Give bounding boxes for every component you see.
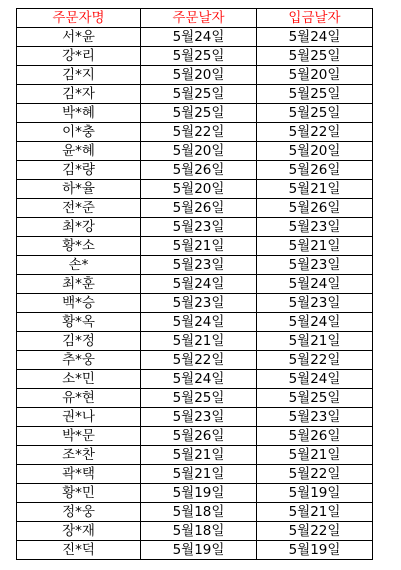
cell-order-date[interactable]: 5월21일	[141, 332, 257, 351]
cell-payment-date[interactable]: 5월21일	[257, 446, 373, 465]
cell-orderer-name[interactable]: 유*현	[17, 389, 141, 408]
cell-payment-date[interactable]: 5월26일	[257, 161, 373, 180]
table-row	[17, 142, 373, 161]
cell-orderer-name[interactable]: 손*	[17, 256, 141, 275]
table-row	[17, 351, 373, 370]
cell-payment-date[interactable]: 5월25일	[257, 104, 373, 123]
table-row	[17, 85, 373, 104]
cell-order-date[interactable]: 5월24일	[141, 275, 257, 294]
cell-order-date[interactable]: 5월20일	[141, 66, 257, 85]
cell-orderer-name[interactable]: 이*충	[17, 123, 141, 142]
cell-orderer-name[interactable]: 황*민	[17, 484, 141, 503]
header-row	[17, 9, 373, 28]
cell-order-date[interactable]: 5월21일	[141, 465, 257, 484]
table-row	[17, 161, 373, 180]
cell-payment-date[interactable]: 5월24일	[257, 313, 373, 332]
cell-orderer-name[interactable]: 김*지	[17, 66, 141, 85]
header-orderer-name[interactable]: 주문자명	[17, 9, 141, 28]
cell-order-date[interactable]: 5월24일	[141, 28, 257, 47]
cell-order-date[interactable]: 5월26일	[141, 427, 257, 446]
table-row	[17, 408, 373, 427]
cell-order-date[interactable]: 5월20일	[141, 142, 257, 161]
table-row	[17, 275, 373, 294]
cell-order-date[interactable]: 5월22일	[141, 123, 257, 142]
cell-order-date[interactable]: 5월18일	[141, 503, 257, 522]
table-row	[17, 522, 373, 541]
cell-payment-date[interactable]: 5월25일	[257, 47, 373, 66]
table-row	[17, 218, 373, 237]
cell-payment-date[interactable]: 5월22일	[257, 522, 373, 541]
table-row	[17, 541, 373, 560]
cell-payment-date[interactable]: 5월23일	[257, 408, 373, 427]
cell-order-date[interactable]: 5월23일	[141, 294, 257, 313]
cell-order-date[interactable]: 5월22일	[141, 351, 257, 370]
cell-orderer-name[interactable]: 김*량	[17, 161, 141, 180]
cell-order-date[interactable]: 5월23일	[141, 256, 257, 275]
cell-orderer-name[interactable]: 추*웅	[17, 351, 141, 370]
table-row	[17, 313, 373, 332]
header-payment-date[interactable]: 입금날자	[257, 9, 373, 28]
table-row	[17, 256, 373, 275]
cell-order-date[interactable]: 5월26일	[141, 199, 257, 218]
cell-payment-date[interactable]: 5월21일	[257, 237, 373, 256]
cell-order-date[interactable]: 5월25일	[141, 104, 257, 123]
table-row	[17, 294, 373, 313]
cell-payment-date[interactable]: 5월23일	[257, 256, 373, 275]
table-header	[17, 9, 373, 28]
table-row	[17, 123, 373, 142]
cell-payment-date[interactable]: 5월25일	[257, 389, 373, 408]
cell-orderer-name[interactable]: 진*덕	[17, 541, 141, 560]
table-row	[17, 465, 373, 484]
cell-orderer-name[interactable]: 정*웅	[17, 503, 141, 522]
cell-orderer-name[interactable]: 김*정	[17, 332, 141, 351]
table-row	[17, 503, 373, 522]
table-body	[17, 28, 373, 560]
cell-payment-date[interactable]: 5월25일	[257, 85, 373, 104]
cell-payment-date[interactable]: 5월24일	[257, 28, 373, 47]
cell-payment-date[interactable]: 5월20일	[257, 142, 373, 161]
table-row	[17, 28, 373, 47]
cell-payment-date[interactable]: 5월22일	[257, 123, 373, 142]
cell-payment-date[interactable]: 5월24일	[257, 275, 373, 294]
cell-order-date[interactable]: 5월21일	[141, 446, 257, 465]
cell-payment-date[interactable]: 5월21일	[257, 332, 373, 351]
cell-order-date[interactable]: 5월26일	[141, 161, 257, 180]
cell-payment-date[interactable]: 5월24일	[257, 370, 373, 389]
cell-payment-date[interactable]: 5월19일	[257, 484, 373, 503]
cell-orderer-name[interactable]: 최*강	[17, 218, 141, 237]
table-row	[17, 446, 373, 465]
cell-payment-date[interactable]: 5월26일	[257, 427, 373, 446]
cell-order-date[interactable]: 5월18일	[141, 522, 257, 541]
cell-payment-date[interactable]: 5월23일	[257, 218, 373, 237]
cell-orderer-name[interactable]: 곽*택	[17, 465, 141, 484]
cell-orderer-name[interactable]: 서*윤	[17, 28, 141, 47]
cell-payment-date[interactable]: 5월22일	[257, 351, 373, 370]
table-row	[17, 199, 373, 218]
cell-order-date[interactable]: 5월25일	[141, 85, 257, 104]
table-row	[17, 484, 373, 503]
cell-orderer-name[interactable]: 장*재	[17, 522, 141, 541]
cell-payment-date[interactable]: 5월20일	[257, 66, 373, 85]
cell-orderer-name[interactable]: 조*찬	[17, 446, 141, 465]
cell-orderer-name[interactable]: 강*리	[17, 47, 141, 66]
cell-orderer-name[interactable]: 황*옥	[17, 313, 141, 332]
cell-order-date[interactable]: 5월24일	[141, 313, 257, 332]
cell-orderer-name[interactable]: 하*율	[17, 180, 141, 199]
cell-payment-date[interactable]: 5월22일	[257, 465, 373, 484]
cell-orderer-name[interactable]: 박*문	[17, 427, 141, 446]
cell-order-date[interactable]: 5월20일	[141, 180, 257, 199]
cell-order-date[interactable]: 5월23일	[141, 408, 257, 427]
cell-orderer-name[interactable]: 소*민	[17, 370, 141, 389]
table-row	[17, 66, 373, 85]
header-order-date[interactable]: 주문날자	[141, 9, 257, 28]
table-row	[17, 332, 373, 351]
cell-order-date[interactable]: 5월21일	[141, 237, 257, 256]
cell-orderer-name[interactable]: 권*나	[17, 408, 141, 427]
cell-orderer-name[interactable]: 전*준	[17, 199, 141, 218]
cell-payment-date[interactable]: 5월19일	[257, 541, 373, 560]
cell-order-date[interactable]: 5월23일	[141, 218, 257, 237]
table-row	[17, 180, 373, 199]
cell-order-date[interactable]: 5월24일	[141, 370, 257, 389]
table-row	[17, 427, 373, 446]
table-row	[17, 389, 373, 408]
cell-payment-date[interactable]: 5월26일	[257, 199, 373, 218]
cell-orderer-name[interactable]: 윤*혜	[17, 142, 141, 161]
table-row	[17, 370, 373, 389]
cell-order-date[interactable]: 5월19일	[141, 484, 257, 503]
cell-order-date[interactable]: 5월25일	[141, 389, 257, 408]
cell-orderer-name[interactable]: 김*자	[17, 85, 141, 104]
cell-order-date[interactable]: 5월25일	[141, 47, 257, 66]
cell-payment-date[interactable]: 5월21일	[257, 503, 373, 522]
cell-orderer-name[interactable]: 최*훈	[17, 275, 141, 294]
table-row	[17, 104, 373, 123]
cell-orderer-name[interactable]: 박*혜	[17, 104, 141, 123]
cell-payment-date[interactable]: 5월23일	[257, 294, 373, 313]
cell-orderer-name[interactable]: 백*승	[17, 294, 141, 313]
cell-order-date[interactable]: 5월19일	[141, 541, 257, 560]
cell-orderer-name[interactable]: 황*소	[17, 237, 141, 256]
order-table	[16, 8, 373, 560]
table-row	[17, 47, 373, 66]
cell-payment-date[interactable]: 5월21일	[257, 180, 373, 199]
table-row	[17, 237, 373, 256]
